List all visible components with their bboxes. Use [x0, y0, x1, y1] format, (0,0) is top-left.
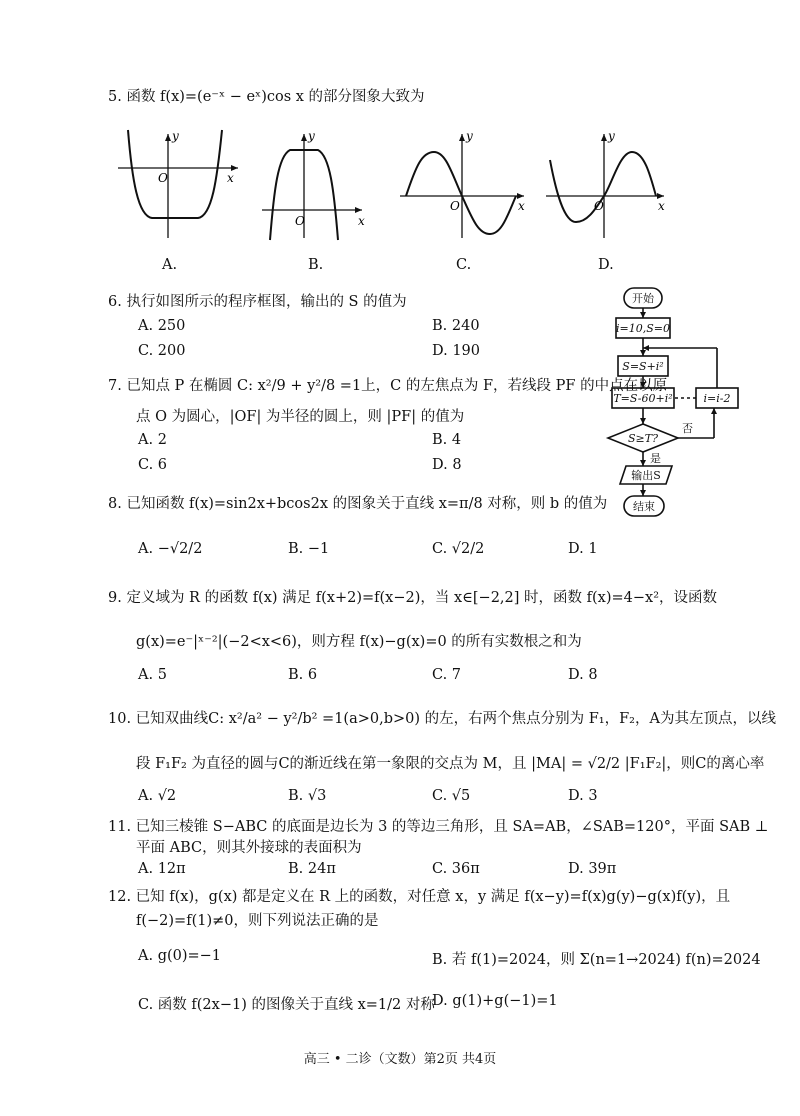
q11-line1: 11. 已知三棱锥 S−ABC 的底面是边长为 3 的等边三角形，且 SA=AB，∠SAB=120°，平面 SAB ⊥	[108, 819, 769, 835]
q5-stem: 5. 函数 f(x)=(e⁻ˣ − eˣ)cos x 的部分图象大致为	[108, 89, 425, 105]
q7-option-b: B. 4	[432, 432, 462, 448]
graph-c-label: C.	[456, 257, 472, 273]
graph-c-origin: O	[450, 199, 460, 213]
q9-option-a: A. 5	[138, 667, 167, 683]
q8-option-a: A. −√2/2	[138, 541, 203, 557]
flow-init-text: i=10,S=0	[616, 322, 670, 335]
q11-option-c: C. 36π	[432, 861, 480, 877]
q7-option-d: D. 8	[432, 457, 462, 473]
q9-option-d: D. 8	[568, 667, 598, 683]
graph-a	[118, 130, 243, 240]
q11-line2: 平面 ABC，则其外接球的表面积为	[136, 840, 362, 856]
q11-option-a: A. 12π	[138, 861, 186, 877]
graph-c-x-label: x	[518, 199, 525, 213]
graph-a-x-label: x	[227, 171, 234, 185]
q8-option-d: D. 1	[568, 541, 598, 557]
q12-line1: 12. 已知 f(x)，g(x) 都是定义在 R 上的函数，对任意 x，y 满足 f(x−y)=f(x)g(y)−g(x)f(y)，且	[108, 889, 731, 905]
graph-a-origin: O	[158, 171, 168, 185]
flow-step1-text: S=S+i²	[622, 360, 664, 373]
graph-b-origin: O	[295, 214, 305, 228]
flow-step2-text: T=S-60+i²	[613, 392, 673, 405]
graph-c-y-label: y	[466, 129, 473, 143]
q6-option-b: B. 240	[432, 318, 480, 334]
q11-option-b: B. 24π	[288, 861, 336, 877]
flow-start-text: 开始	[632, 292, 654, 305]
q6-stem: 6. 执行如图所示的程序框图，输出的 S 的值为	[108, 294, 407, 310]
q10-line2: 段 F₁F₂ 为直径的圆与C的渐近线在第一象限的交点为 M，且 |MA| = √2/2 |F₁F₂|，则C的离心率	[136, 756, 765, 772]
q10-option-c: C. √5	[432, 788, 471, 804]
q8-stem: 8. 已知函数 f(x)=sin2x+bcos2x 的图象关于直线 x=π/8 对称，则 b 的值为	[108, 496, 608, 512]
q7-line1: 7. 已知点 P 在椭圆 C: x²/9 + y²/8 =1上，C 的左焦点为 F，若线段 PF 的中点在以原	[108, 378, 668, 394]
q7-line2: 点 O 为圆心，|OF| 为半径的圆上，则 |PF| 的值为	[136, 409, 465, 425]
q9-line2: g(x)=e⁻|ˣ⁻²|(−2<x<6)，则方程 f(x)−g(x)=0 的所有实数根之和为	[136, 634, 582, 650]
q8-option-c: C. √2/2	[432, 541, 485, 557]
q6-option-d: D. 190	[432, 343, 481, 359]
graph-b-x-label: x	[358, 214, 365, 228]
flow-end-text: 结束	[633, 500, 655, 513]
q12-option-a: A. g(0)=−1	[138, 948, 222, 964]
graph-c-curve	[406, 152, 516, 234]
flow-cond-text: S≥T?	[628, 432, 658, 445]
q10-option-a: A. √2	[138, 788, 177, 804]
graph-b-y-label: y	[308, 129, 315, 143]
q6-option-c: C. 200	[138, 343, 186, 359]
q8-option-b: B. −1	[288, 541, 330, 557]
graph-b	[262, 130, 372, 240]
graph-d-y-label: y	[608, 129, 615, 143]
q6-option-a: A. 250	[138, 318, 186, 334]
q10-option-d: D. 3	[568, 788, 598, 804]
graph-d-label: D.	[598, 257, 614, 273]
graph-d-x-label: x	[658, 199, 665, 213]
q11-option-d: D. 39π	[568, 861, 617, 877]
graph-b-label: B.	[308, 257, 324, 273]
flow-no-label: 否	[682, 422, 693, 435]
graph-a-label: A.	[162, 257, 178, 273]
q12-option-c: C. 函数 f(2x−1) 的图像关于直线 x=1/2 对称	[138, 997, 435, 1013]
q10-line1: 10. 已知双曲线C: x²/a² − y²/b² =1(a>0,b>0) 的左，右两个焦点分别为 F₁，F₂，A为其左顶点，以线	[108, 711, 776, 727]
q12-option-d: D. g(1)+g(−1)=1	[432, 993, 558, 1009]
q12-line2: f(−2)=f(1)≠0，则下列说法正确的是	[136, 913, 379, 929]
q7-option-a: A. 2	[138, 432, 167, 448]
q10-option-b: B. √3	[288, 788, 327, 804]
flow-yes-label: 是	[650, 452, 661, 465]
graph-d	[546, 130, 676, 240]
graph-c	[400, 130, 530, 240]
flow-update-text: i=i-2	[703, 392, 731, 405]
graph-a-curve	[128, 130, 222, 218]
graph-a-y-label: y	[172, 129, 179, 143]
q12-option-b: B. 若 f(1)=2024，则 Σ(n=1→2024) f(n)=2024	[432, 952, 761, 968]
flow-output-text: 输出S	[631, 469, 661, 482]
graph-d-origin: O	[594, 199, 604, 213]
q7-option-c: C. 6	[138, 457, 168, 473]
q9-option-c: C. 7	[432, 667, 462, 683]
flowchart	[602, 286, 747, 522]
q9-line1: 9. 定义域为 R 的函数 f(x) 满足 f(x+2)=f(x−2)，当 x∈[−2,2] 时，函数 f(x)=4−x²，设函数	[108, 590, 718, 606]
page-footer: 高三 • 二诊（文数）第2页 共4页	[303, 1052, 497, 1067]
q9-option-b: B. 6	[288, 667, 318, 683]
